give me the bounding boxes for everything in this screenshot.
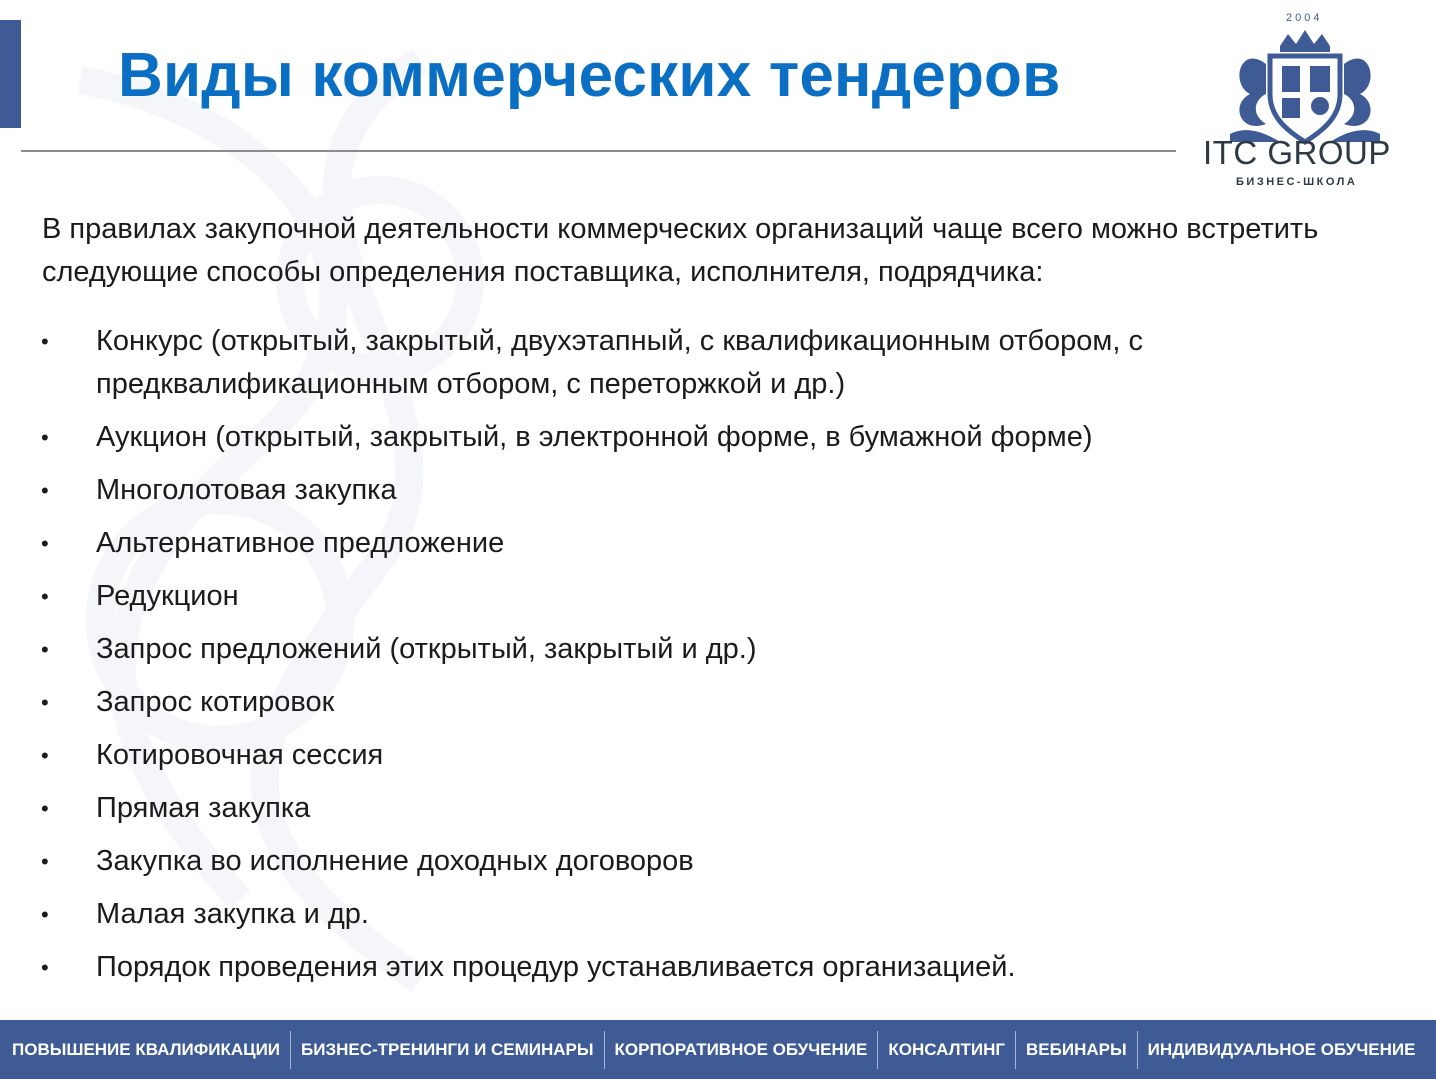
bullet-icon: • (41, 743, 49, 768)
footer-item-individual: ИНДИВИДУАЛЬНОЕ ОБУЧЕНИЕ (1137, 1031, 1426, 1069)
tender-types-list (0, 320, 1296, 999)
list-item-text: Многолотовая закупка (96, 474, 397, 506)
footer-item-webinars: ВЕБИНАРЫ (1015, 1031, 1137, 1069)
list-item (0, 787, 1296, 830)
list-item (0, 734, 1296, 777)
logo-year: 2004 (1286, 12, 1323, 24)
list-item (0, 320, 1296, 406)
page-title: Виды коммерческих тендеров (118, 41, 1061, 110)
bullet-icon: • (41, 955, 49, 980)
footer-item-trainings: БИЗНЕС-ТРЕНИНГИ И СЕМИНАРЫ (290, 1031, 604, 1069)
bullet-icon: • (41, 796, 49, 821)
crest-icon (1200, 24, 1410, 148)
list-item-text: Порядок проведения этих процедур устанавливается организацией. (96, 951, 1016, 983)
bullet-icon: • (41, 690, 49, 715)
list-item-text: Конкурс (открытый, закрытый, двухэтапный, с квалификационным отбором, с предквалификационным отбором, с переторжкой и др.) (96, 325, 1143, 400)
bullet-icon: • (41, 637, 49, 662)
bullet-icon: • (41, 329, 49, 354)
list-item (0, 681, 1296, 724)
list-item (0, 469, 1296, 512)
bullet-icon: • (41, 478, 49, 503)
logo-name: ITC GROUP (1203, 134, 1391, 171)
list-item (0, 575, 1296, 618)
logo-subtitle: БИЗНЕС-ШКОЛА (1236, 176, 1358, 188)
bullet-icon: • (41, 584, 49, 609)
list-item (0, 628, 1296, 671)
footer-item-corporate: КОРПОРАТИВНОЕ ОБУЧЕНИЕ (604, 1031, 878, 1069)
list-item-text: Запрос котировок (96, 686, 335, 718)
list-item-text: Прямая закупка (96, 792, 311, 824)
bullet-icon: • (41, 902, 49, 927)
accent-bar (0, 20, 21, 128)
list-item (0, 840, 1296, 883)
list-item (0, 522, 1296, 565)
list-item (0, 946, 1296, 989)
list-item-text: Редукцион (96, 580, 239, 612)
bullet-icon: • (41, 425, 49, 450)
list-item-text: Малая закупка и др. (96, 898, 369, 930)
bullet-icon: • (41, 849, 49, 874)
footer-item-qualification: ПОВЫШЕНИЕ КВАЛИФИКАЦИИ (12, 1039, 281, 1059)
intro-paragraph: В правилах закупочной деятельности коммерческих организаций чаще всего можно встретить следующие способы определения поставщика, исполнителя, подрядчика: (42, 213, 1319, 288)
bullet-icon: • (41, 531, 49, 556)
list-item-text: Запрос предложений (открытый, закрытый и др.) (96, 633, 757, 665)
list-item-text: Аукцион (открытый, закрытый, в электронной форме, в бумажной форме) (96, 421, 1093, 453)
list-item-text: Котировочная сессия (96, 739, 384, 771)
list-item (0, 893, 1296, 936)
list-item-text: Закупка во исполнение доходных договоров (96, 845, 694, 877)
footer-services-bar (0, 1020, 1436, 1079)
list-item-text: Альтернативное предложение (96, 527, 505, 559)
footer-item-consulting: КОНСАЛТИНГ (877, 1031, 1015, 1069)
itc-group-logo (1200, 10, 1410, 190)
list-item (0, 416, 1296, 459)
title-divider (21, 150, 1176, 152)
